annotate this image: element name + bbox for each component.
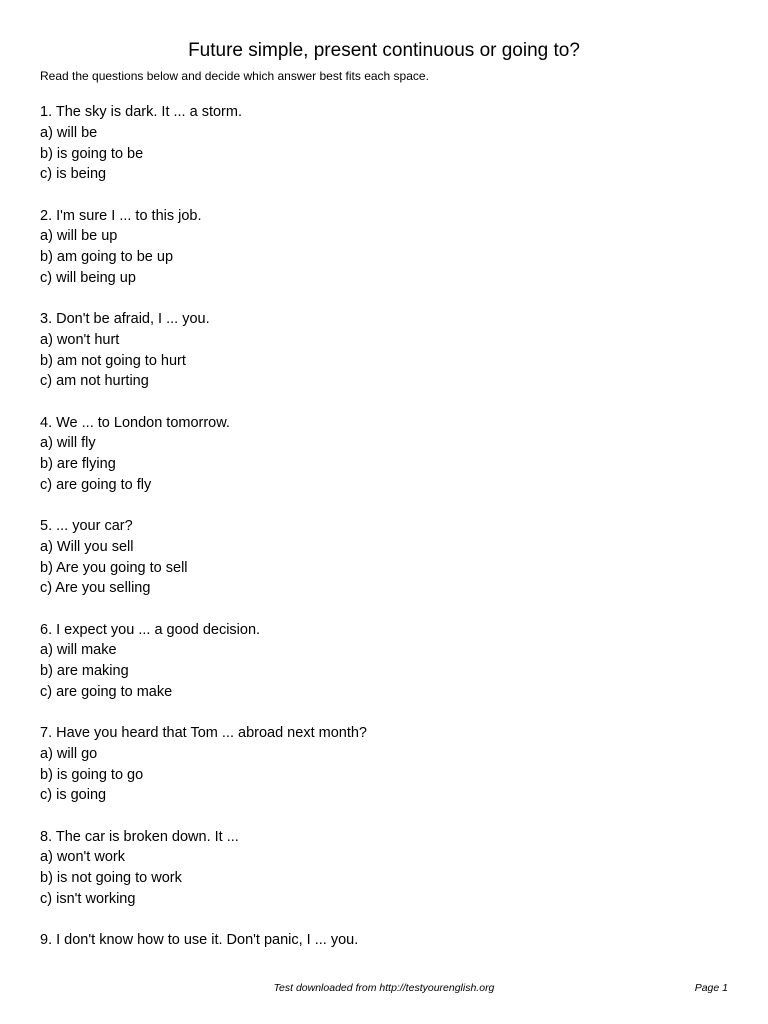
question-prompt: 2. I'm sure I ... to this job. — [40, 207, 202, 224]
answer-option-a: a) will fly — [40, 435, 96, 452]
answer-option-c: c) am not hurting — [40, 373, 149, 390]
question-7 — [40, 723, 730, 806]
question-3 — [40, 309, 730, 392]
answer-option-b: b) is not going to work — [40, 870, 182, 886]
instructions-text: Read the questions below and decide which answer best fits each space. — [40, 69, 429, 83]
answer-option-b: b) am going to be up — [40, 249, 174, 265]
question-prompt: 6. I expect you ... a good decision. — [40, 621, 261, 638]
answer-option-c: c) is going — [40, 787, 107, 804]
answer-option-a: a) will be — [40, 124, 98, 141]
page-number: Page 1 — [694, 982, 728, 994]
question-prompt: 3. Don't be afraid, I ... you. — [40, 311, 210, 327]
answer-option-c: c) is being — [40, 166, 107, 183]
answer-option-c: c) isn't working — [40, 890, 136, 907]
question-prompt: 9. I don't know how to use it. Don't panic, I ... you. — [40, 932, 359, 948]
answer-option-b: b) am not going to hurt — [40, 352, 186, 369]
answer-option-c: c) Are you selling — [40, 580, 151, 597]
question-prompt: 7. Have you heard that Tom ... abroad next month? — [40, 725, 367, 741]
answer-option-c: c) are going to fly — [40, 476, 152, 493]
question-9 — [40, 930, 730, 951]
question-1 — [40, 102, 730, 185]
answer-option-a: a) won't work — [40, 849, 125, 866]
question-prompt: 4. We ... to London tomorrow. — [40, 414, 230, 431]
answer-option-b: b) Are you going to sell — [40, 559, 188, 576]
footer-source-text: Test downloaded from http://testyourenglish.org — [273, 982, 495, 994]
answer-option-a: a) will be up — [40, 228, 118, 245]
answer-option-a: a) won't hurt — [40, 331, 120, 348]
question-8 — [40, 827, 730, 910]
question-6 — [40, 620, 730, 703]
page-title: Future simple, present continuous or going to? — [188, 40, 580, 61]
question-2 — [40, 206, 730, 289]
question-5 — [40, 516, 730, 599]
answer-option-a: a) Will you sell — [40, 538, 134, 555]
answer-option-c: c) will being up — [40, 269, 136, 286]
question-prompt: 5. ... your car? — [40, 518, 133, 534]
answer-option-b: b) are flying — [40, 456, 116, 472]
answer-option-c: c) are going to make — [40, 683, 173, 700]
answer-option-b: b) is going to be — [40, 145, 144, 162]
questions-list — [40, 102, 730, 971]
answer-option-a: a) will make — [40, 642, 117, 659]
answer-option-b: b) are making — [40, 663, 129, 679]
question-prompt: 8. The car is broken down. It ... — [40, 828, 239, 845]
question-prompt: 1. The sky is dark. It ... a storm. — [40, 104, 242, 120]
answer-option-a: a) will go — [40, 745, 98, 762]
answer-option-b: b) is going to go — [40, 766, 144, 783]
question-4 — [40, 413, 730, 496]
